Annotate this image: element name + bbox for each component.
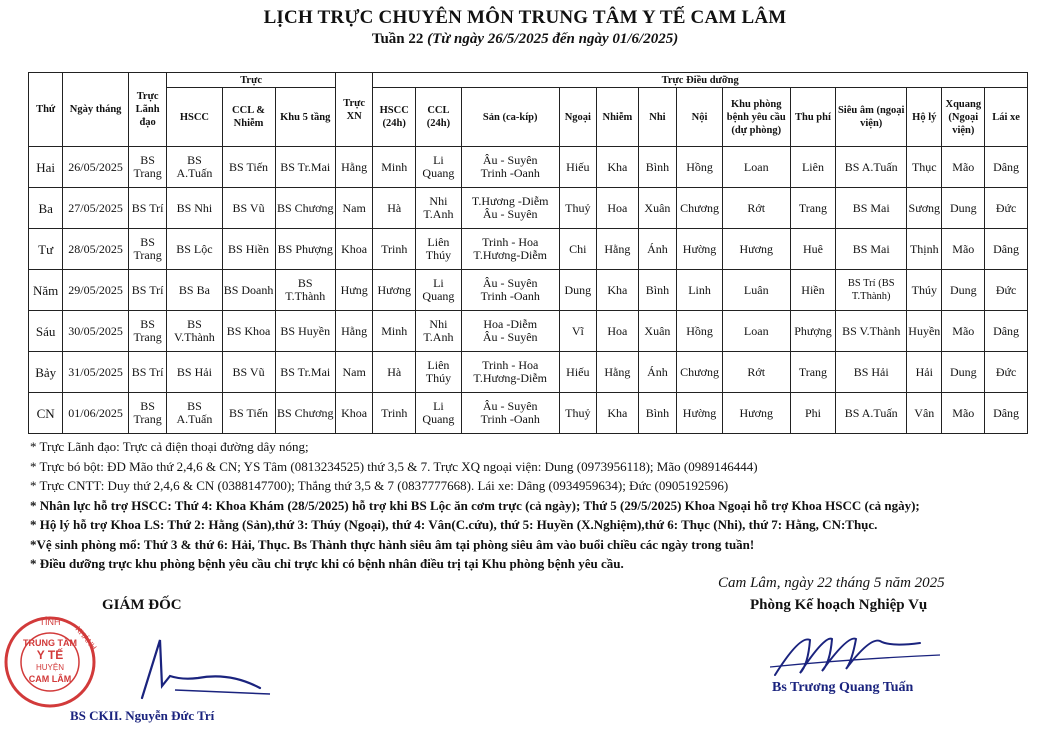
note-line: * Điều dưỡng trực khu phòng bệnh yêu cầu chỉ trực khi có bệnh nhân điều trị tại Khu phòng bệnh yêu cầu. [30, 556, 624, 571]
note-line: *Vệ sinh phòng mổ: Thứ 3 & thứ 6: Hải, Thục. Bs Thành thực hành siêu âm tại phòng siêu âm vào buổi chiều các ngày trong tuần! [30, 536, 755, 552]
cell-lanh-dao: BS Trang [128, 229, 166, 270]
cell-noi: Hồng [677, 311, 723, 352]
cell-san [461, 393, 559, 434]
cell-khu5: BS Tr.Mai [275, 147, 335, 188]
cell-ho-ly: Hải [907, 352, 942, 393]
cell-nhi: Bình [638, 393, 676, 434]
cell-khu5: BS T.Thành [275, 270, 335, 311]
cell-sieu-am: BS Mai [836, 229, 907, 270]
header-hscc24: HSCC (24h) [373, 88, 416, 147]
cell-thu: CN [29, 393, 63, 434]
cell-ho-ly: Vân [907, 393, 942, 434]
cell-sieu-am: BS A.Tuấn [836, 147, 907, 188]
cell-noi: Hường [677, 393, 723, 434]
cell-lai-xe: Dâng [985, 393, 1028, 434]
cell-thu-phi: Huê [790, 229, 836, 270]
cell-ccl24: Nhi T.Anh [416, 188, 462, 229]
cell-nhi: Ánh [638, 352, 676, 393]
cell-khu-phong: Loan [722, 147, 790, 188]
cell-xn: Hằng [335, 311, 372, 352]
cell-xn: Hưng [335, 270, 372, 311]
cell-ngoai: Vĩ [559, 311, 596, 352]
cell-thu: Tư [29, 229, 63, 270]
cell-ccl24: Liên Thúy [416, 229, 462, 270]
week-label: Tuần 22 [371, 31, 424, 47]
san-shift-2: T.Hương-Diễm [473, 248, 548, 262]
cell-ngoai: Hiếu [559, 352, 596, 393]
header-lai-xe: Lái xe [985, 88, 1028, 147]
week-range: (Từ ngày 26/5/2025 đến ngày 01/6/2025) [427, 31, 679, 47]
cell-lanh-dao: BS Trí [128, 352, 166, 393]
cell-hscc: BS Lộc [167, 229, 222, 270]
cell-khu5: BS Chương [275, 188, 335, 229]
san-shift-2: Trinh -Oanh [480, 166, 540, 180]
cell-ccl: BS Tiến [222, 393, 275, 434]
cell-xquang: Dung [942, 188, 985, 229]
header-thu-phi: Thu phí [790, 88, 836, 147]
cell-thu-phi: Phượng [790, 311, 836, 352]
cell-ngoai: Thuỷ [559, 188, 596, 229]
header-xn: Trực XN [335, 73, 372, 147]
table-row [29, 352, 1028, 393]
document-title: LỊCH TRỰC CHUYÊN MÔN TRUNG TÂM Y TẾ CAM LÂM [263, 7, 787, 28]
cell-ccl24: Nhi T.Anh [416, 311, 462, 352]
cell-lai-xe: Dâng [985, 311, 1028, 352]
director-signature-icon [140, 628, 280, 708]
cell-xn: Nam [335, 352, 372, 393]
cell-xquang: Mão [942, 393, 985, 434]
cell-nhiem: Kha [597, 147, 639, 188]
cell-lai-xe: Đức [985, 352, 1028, 393]
cell-ccl: BS Hiền [222, 229, 275, 270]
san-shift-2: Âu - Suyên [482, 207, 538, 221]
seal-text: Y TẾ [36, 648, 64, 662]
cell-xquang: Mão [942, 311, 985, 352]
table-row [29, 270, 1028, 311]
official-seal-icon [0, 612, 100, 712]
cell-khu-phong: Loan [722, 311, 790, 352]
cell-thu: Ba [29, 188, 63, 229]
cell-hscc24: Trinh [373, 393, 416, 434]
header-ccl: CCL & Nhiễm [222, 88, 275, 147]
note-line: * Nhân lực hỗ trợ HSCC: Thứ 4: Khoa Khám (28/5/2025) hỗ trợ khi BS Lộc ăn cơm trực (cả ngày); Thứ 5 (29/5/2025) Khoa Ngoại hỗ trợ Khoa HSCC (cả ngày); [30, 497, 920, 513]
cell-ngay: 29/05/2025 [63, 270, 129, 311]
cell-lanh-dao: BS Trang [128, 393, 166, 434]
header-thu: Thứ [29, 73, 63, 147]
cell-thu: Sáu [29, 311, 63, 352]
duty-schedule-table [28, 72, 1028, 434]
department-title: Phòng Kế hoạch Nghiệp Vụ [750, 597, 928, 613]
cell-lanh-dao: BS Trang [128, 147, 166, 188]
cell-san [461, 270, 559, 311]
cell-sieu-am: BS A.Tuấn [836, 393, 907, 434]
cell-khu5: BS Tr.Mai [275, 352, 335, 393]
cell-nhi: Bình [638, 270, 676, 311]
cell-hscc: BS A.Tuấn [167, 393, 222, 434]
cell-nhiem: Hoa [597, 188, 639, 229]
san-shift-2: Trinh -Oanh [480, 289, 540, 303]
cell-ccl24: Li Quang [416, 393, 462, 434]
seal-text: CAM LÂM [28, 674, 72, 684]
san-shift-1: T.Hương -Diễm [471, 194, 549, 208]
cell-ngay: 31/05/2025 [63, 352, 129, 393]
cell-thu: Hai [29, 147, 63, 188]
san-shift-1: Âu - Suyên [482, 276, 538, 290]
cell-ccl: BS Khoa [222, 311, 275, 352]
table-row [29, 147, 1028, 188]
cell-san [461, 352, 559, 393]
cell-khu5: BS Chương [275, 393, 335, 434]
cell-thu-phi: Trang [790, 352, 836, 393]
header-lanh-dao: Trực Lãnh đạo [128, 73, 166, 147]
cell-noi: Chương [677, 352, 723, 393]
table-row [29, 311, 1028, 352]
san-shift-1: Âu - Suyên [482, 399, 538, 413]
cell-lanh-dao: BS Trí [128, 188, 166, 229]
seal-text: HUYỆN [35, 663, 65, 672]
seal-text: TỈNH [39, 617, 61, 627]
cell-khu-phong: Hương [722, 229, 790, 270]
san-shift-1: Trinh - Hoa [482, 235, 539, 249]
cell-ho-ly: Thục [907, 147, 942, 188]
cell-sieu-am: BS Hải [836, 352, 907, 393]
header-xquang: Xquang (Ngoại viện) [942, 88, 985, 147]
cell-hscc: BS Nhi [167, 188, 222, 229]
header-noi: Nội [677, 88, 723, 147]
cell-xn: Hằng [335, 147, 372, 188]
san-shift-2: Âu - Suyên [482, 330, 538, 344]
cell-hscc24: Trinh [373, 229, 416, 270]
header-ngoai: Ngoại [559, 88, 596, 147]
header-dieu-duong: Trực Điều dưỡng [373, 73, 1028, 88]
cell-sieu-am: BS V.Thành [836, 311, 907, 352]
seal-text: TRUNG TÂM [23, 638, 77, 648]
header-khu5: Khu 5 tầng [275, 88, 335, 147]
cell-ccl: BS Vũ [222, 188, 275, 229]
cell-hscc24: Minh [373, 147, 416, 188]
san-shift-2: T.Hương-Diễm [473, 371, 548, 385]
cell-ccl: BS Tiến [222, 147, 275, 188]
cell-ccl24: Li Quang [416, 270, 462, 311]
cell-thu-phi: Trang [790, 188, 836, 229]
cell-ccl: BS Doanh [222, 270, 275, 311]
table-row [29, 229, 1028, 270]
notes-section [30, 437, 1040, 574]
cell-lanh-dao: BS Trang [128, 311, 166, 352]
cell-thu-phi: Hiền [790, 270, 836, 311]
cell-hscc: BS Hải [167, 352, 222, 393]
cell-hscc: BS Ba [167, 270, 222, 311]
cell-noi: Hường [677, 229, 723, 270]
cell-nhi: Ánh [638, 229, 676, 270]
header-khu-phong: Khu phòng bệnh yêu cầu (dự phòng) [722, 88, 790, 147]
cell-xn: Khoa [335, 229, 372, 270]
cell-lai-xe: Dâng [985, 147, 1028, 188]
cell-thu-phi: Phi [790, 393, 836, 434]
cell-ngoai: Dung [559, 270, 596, 311]
cell-noi: Hồng [677, 147, 723, 188]
note-line: * Trực Lãnh đạo: Trực cả điện thoại đường dây nóng; [30, 439, 309, 454]
cell-hscc24: Minh [373, 311, 416, 352]
cell-khu-phong: Luân [722, 270, 790, 311]
director-name: BS CKII. Nguyễn Đức Trí [70, 708, 215, 723]
department-signature-icon [770, 625, 950, 685]
cell-ccl: BS Vũ [222, 352, 275, 393]
cell-nhiem: Kha [597, 393, 639, 434]
note-line: * Trực CNTT: Duy thứ 2,4,6 & CN (0388147700); Thắng thứ 3,5 & 7 (0837777668). Lái xe: Dâng (0934959634); Đức (0905192596) [30, 478, 729, 493]
header-ho-ly: Hộ lý [907, 88, 942, 147]
cell-lai-xe: Đức [985, 188, 1028, 229]
cell-xn: Nam [335, 188, 372, 229]
cell-sieu-am: BS Trí (BS T.Thành) [836, 270, 907, 311]
cell-ngoai: Chi [559, 229, 596, 270]
cell-thu-phi: Liên [790, 147, 836, 188]
san-shift-1: Trinh - Hoa [482, 358, 539, 372]
cell-ngay: 30/05/2025 [63, 311, 129, 352]
cell-khu-phong: Hương [722, 393, 790, 434]
header-san: Sản (ca-kíp) [461, 88, 559, 147]
cell-thu: Bảy [29, 352, 63, 393]
cell-ngay: 01/06/2025 [63, 393, 129, 434]
cell-san [461, 188, 559, 229]
cell-hscc: BS V.Thành [167, 311, 222, 352]
header-truc: Trực [167, 73, 336, 88]
department-signer-name: Bs Trương Quang Tuấn [772, 680, 914, 695]
seal-text: KHÁNH [73, 624, 99, 653]
cell-ccl24: Li Quang [416, 147, 462, 188]
cell-nhi: Xuân [638, 311, 676, 352]
cell-san [461, 147, 559, 188]
cell-xn: Khoa [335, 393, 372, 434]
cell-khu5: BS Phượng [275, 229, 335, 270]
header-sieu-am: Siêu âm (ngoại viện) [836, 88, 907, 147]
cell-hscc24: Hà [373, 188, 416, 229]
cell-ngay: 27/05/2025 [63, 188, 129, 229]
cell-xquang: Dung [942, 352, 985, 393]
cell-nhiem: Hoa [597, 311, 639, 352]
cell-ngay: 28/05/2025 [63, 229, 129, 270]
cell-thu: Năm [29, 270, 63, 311]
note-line: * Hộ lý hỗ trợ Khoa LS: Thứ 2: Hằng (Sản),thứ 3: Thúy (Ngoại), thứ 4: Vân(C.cứu), thứ 5: Huyền (X.Nghiệm),thứ 6: Thục (Nhi), thứ 7: Hằng, CN:Thục. [30, 517, 878, 532]
note-line: * Trực bó bột: ĐD Mão thứ 2,4,6 & CN; YS Tâm (0813234525) thứ 3,5 & 7. Trực XQ ngoại viện: Dung (0973956118); Mão (0989146444) [30, 458, 758, 474]
cell-xquang: Dung [942, 270, 985, 311]
cell-ngoai: Thuỷ [559, 393, 596, 434]
cell-nhiem: Kha [597, 270, 639, 311]
cell-san [461, 311, 559, 352]
table-row [29, 393, 1028, 434]
cell-hscc24: Hương [373, 270, 416, 311]
cell-lai-xe: Đức [985, 270, 1028, 311]
san-shift-2: Trinh -Oanh [480, 412, 540, 426]
place-date: Cam Lâm, ngày 22 tháng 5 năm 2025 [718, 575, 945, 591]
cell-khu-phong: Rớt [722, 188, 790, 229]
cell-khu5: BS Huyền [275, 311, 335, 352]
cell-ho-ly: Huyền [907, 311, 942, 352]
cell-sieu-am: BS Mai [836, 188, 907, 229]
cell-ho-ly: Sương [907, 188, 942, 229]
cell-khu-phong: Rớt [722, 352, 790, 393]
cell-xquang: Mão [942, 229, 985, 270]
director-title: GIÁM ĐỐC [102, 597, 182, 613]
cell-nhiem: Hằng [597, 229, 639, 270]
cell-san [461, 229, 559, 270]
san-shift-1: Hoa -Diễm [483, 317, 538, 331]
header-ngay: Ngày tháng [63, 73, 129, 147]
cell-ho-ly: Thịnh [907, 229, 942, 270]
cell-lanh-dao: BS Trí [128, 270, 166, 311]
cell-lai-xe: Dâng [985, 229, 1028, 270]
cell-nhi: Xuân [638, 188, 676, 229]
header-nhiem: Nhiễm [597, 88, 639, 147]
cell-nhiem: Hằng [597, 352, 639, 393]
cell-ho-ly: Thúy [907, 270, 942, 311]
header-nhi: Nhi [638, 88, 676, 147]
week-subtitle [0, 31, 1050, 48]
cell-ngoai: Hiếu [559, 147, 596, 188]
table-row [29, 188, 1028, 229]
cell-ngay: 26/05/2025 [63, 147, 129, 188]
cell-ccl24: Liên Thúy [416, 352, 462, 393]
cell-noi: Linh [677, 270, 723, 311]
cell-hscc: BS A.Tuấn [167, 147, 222, 188]
header-hscc: HSCC [167, 88, 222, 147]
cell-xquang: Mão [942, 147, 985, 188]
header-ccl24: CCL (24h) [416, 88, 462, 147]
cell-hscc24: Hà [373, 352, 416, 393]
san-shift-1: Âu - Suyên [482, 153, 538, 167]
cell-nhi: Bình [638, 147, 676, 188]
cell-noi: Chương [677, 188, 723, 229]
